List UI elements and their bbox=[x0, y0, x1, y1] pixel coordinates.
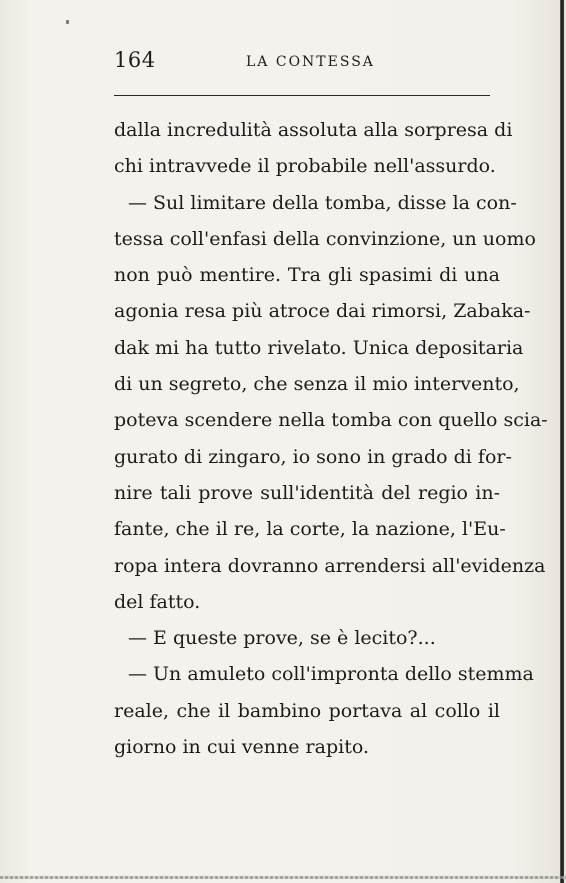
text-line: — Un amuleto coll'impronta dello stemma bbox=[128, 663, 534, 686]
page-number: 164 bbox=[114, 48, 156, 72]
text-line: dalla incredulità assoluta alla sorpresa di bbox=[114, 119, 513, 141]
text-line: non può mentire. Tra gli spasimi di una bbox=[114, 264, 500, 287]
text-line: — Sul limitare della tomba, disse la con- bbox=[128, 191, 517, 214]
ink-speck bbox=[66, 20, 69, 24]
text-line: gurato di zingaro, io sono in grado di for- bbox=[114, 445, 512, 468]
text-line: di un segreto, che senza il mio intervento, bbox=[114, 373, 520, 396]
text-line: ropa intera dovranno arrendersi all'evidenza bbox=[114, 554, 546, 577]
page-header bbox=[114, 44, 490, 74]
body-text bbox=[114, 112, 548, 765]
text-line: giorno in cui venne rapito. bbox=[114, 736, 369, 759]
text-line: poteva scendere nella tomba con quello scia- bbox=[114, 409, 548, 432]
text-line: del fatto. bbox=[114, 590, 201, 613]
text-line: dak mi ha tutto rivelato. Unica depositaria bbox=[114, 336, 524, 359]
running-title: LA CONTESSA bbox=[246, 54, 375, 70]
text-line: — E queste prove, se è lecito?... bbox=[128, 627, 436, 650]
header-rule bbox=[114, 95, 490, 96]
text-line: chi intravvede il probabile nell'assurdo. bbox=[114, 155, 496, 178]
page-edge-shadow bbox=[560, 0, 564, 883]
text-line: agonia resa più atroce dai rimorsi, Zabaka- bbox=[114, 300, 531, 323]
text-line: fante, che il re, la corte, la nazione, l'Eu- bbox=[114, 518, 506, 541]
text-line: nire tali prove sull'identità del regio in- bbox=[114, 481, 500, 504]
text-line: tessa coll'enfasi della convinzione, un uomo bbox=[114, 227, 536, 250]
page-bottom-edge bbox=[0, 876, 566, 879]
text-line: reale, che il bambino portava al collo il bbox=[114, 699, 500, 722]
